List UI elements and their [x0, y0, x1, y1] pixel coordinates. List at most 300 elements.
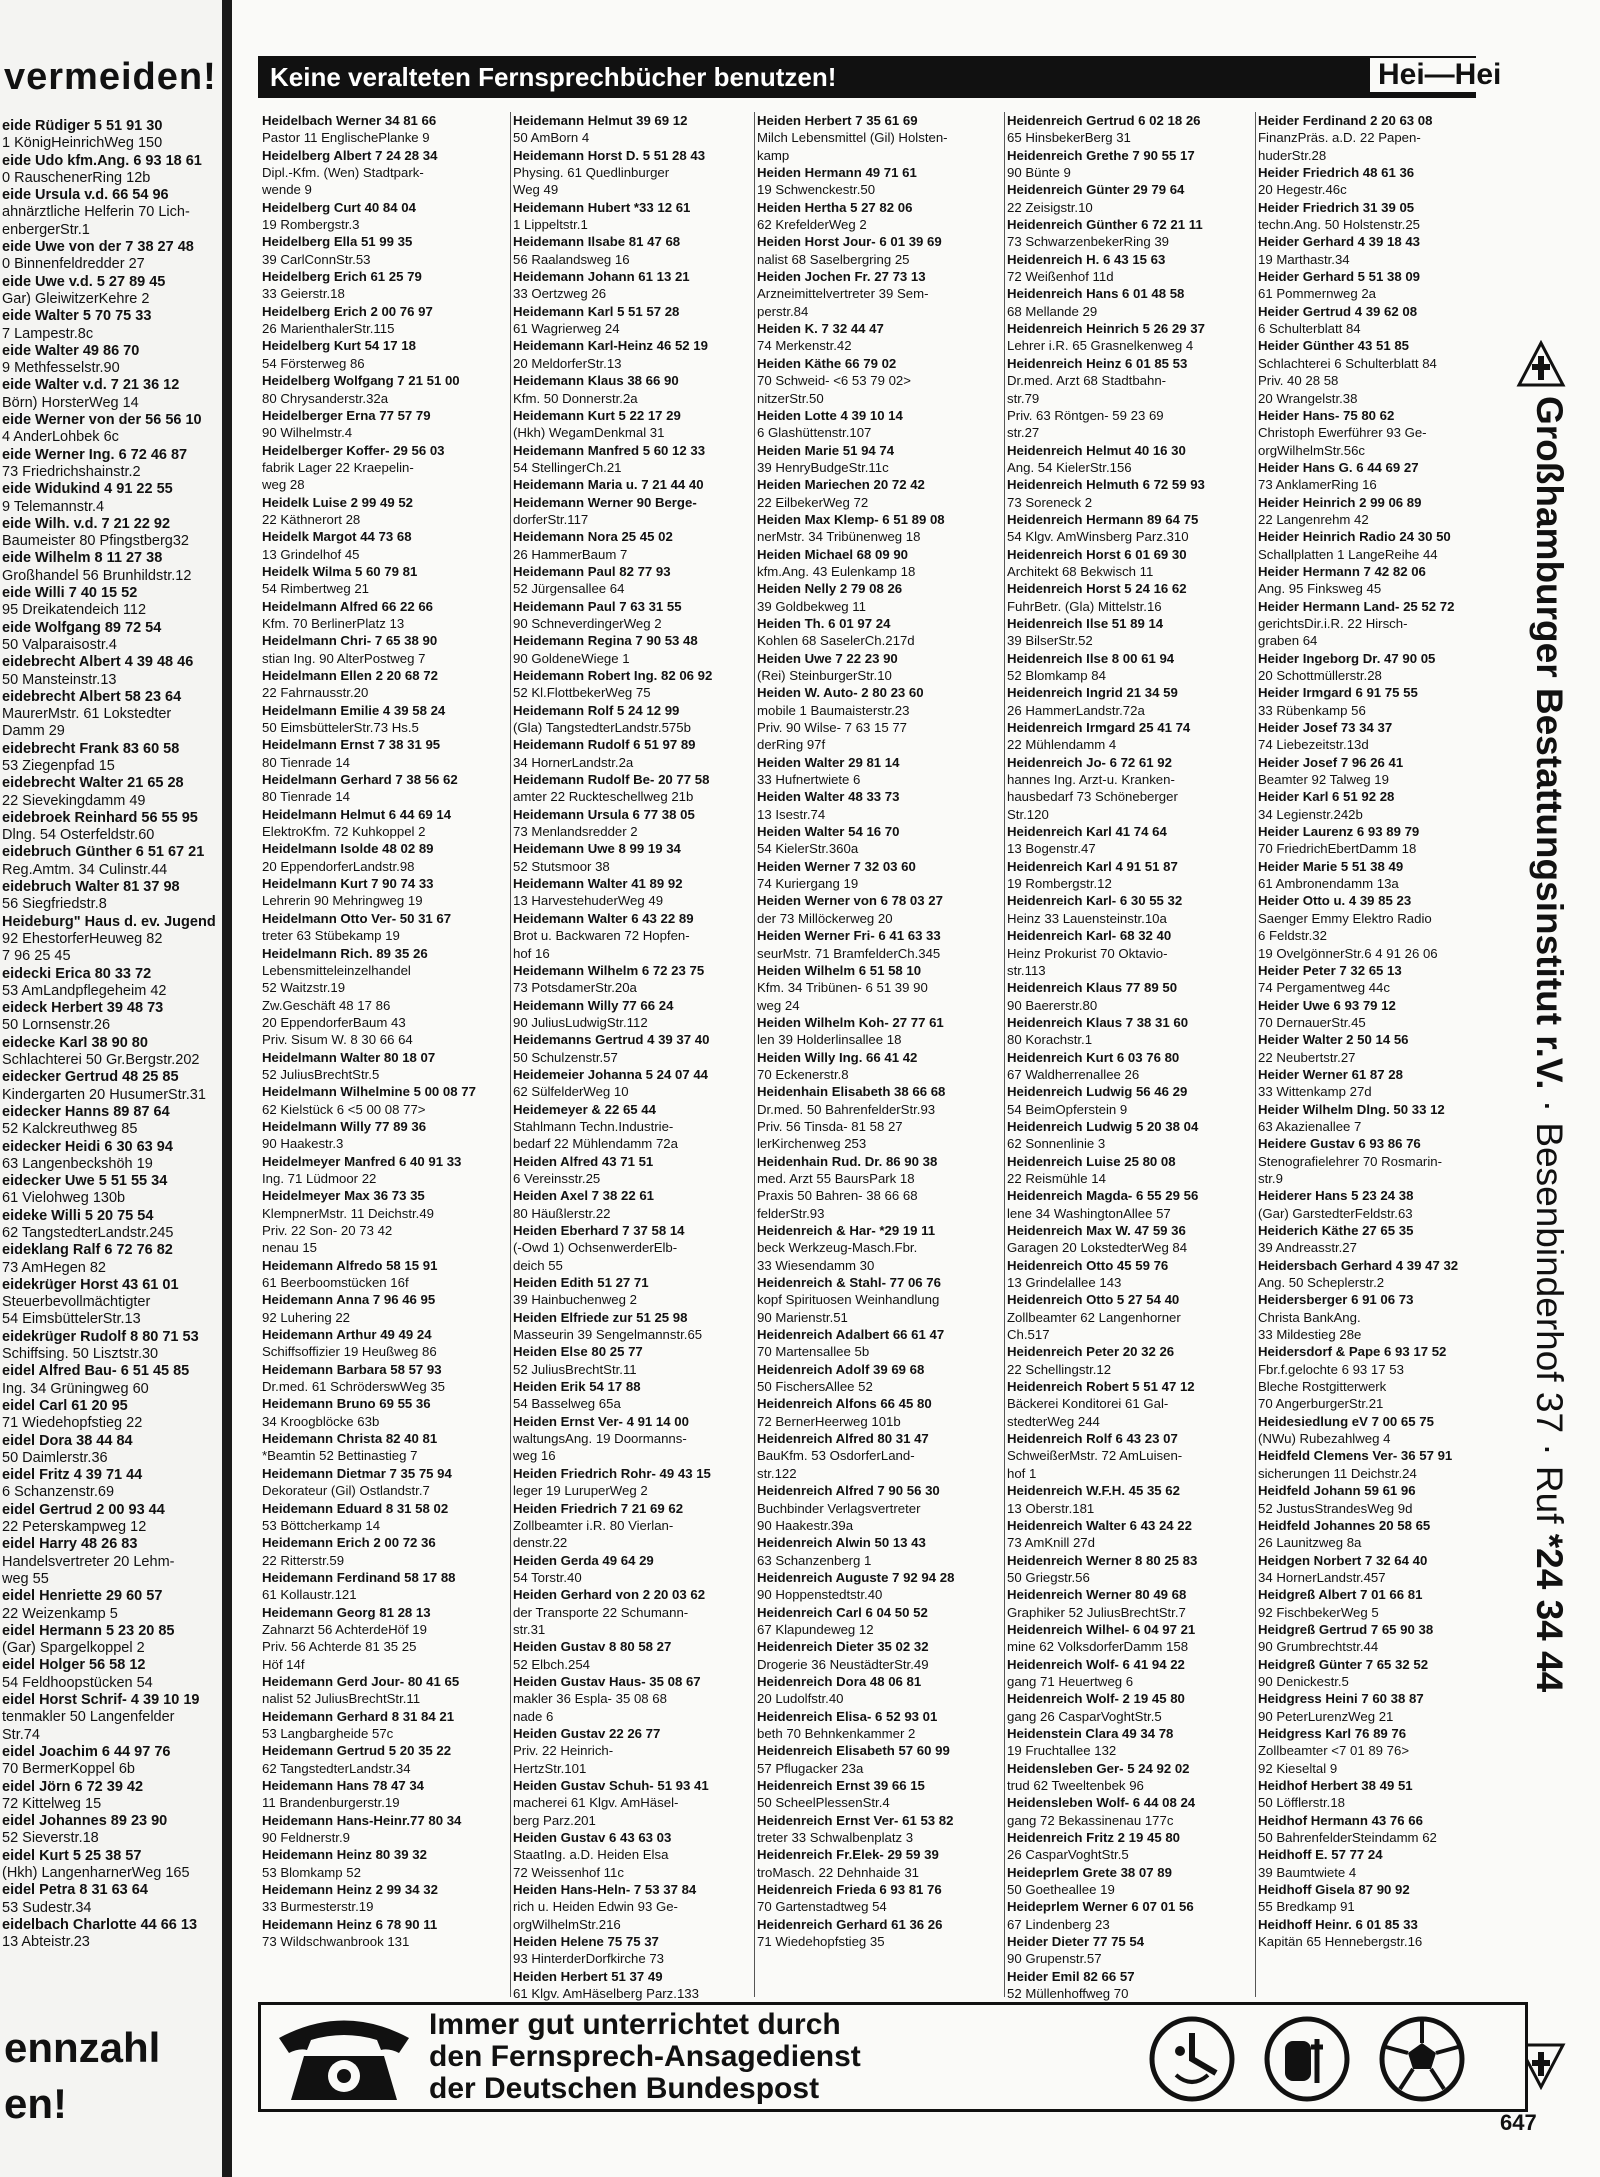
directory-entry-line: Heidenreich Wolf- 2 19 45 80 [1007, 1691, 1185, 1707]
directory-entry-line: Heidenreich Rolf 6 43 23 07 [1007, 1431, 1178, 1447]
directory-entry-line: eidebruch Walter 81 37 98 [2, 879, 180, 896]
directory-entry-line: weg 55 [2, 1570, 49, 1587]
directory-entry-line: 26 CasparVoghtStr.5 [1007, 1847, 1129, 1863]
directory-entry-line: eidecke Karl 38 90 80 [2, 1034, 148, 1051]
directory-entry-line: 90 GoldeneWiege 1 [513, 650, 630, 666]
directory-entry-line: weg 28 [262, 477, 305, 493]
directory-entry-line: Heidenreich Gerhard 61 36 26 [757, 1916, 943, 1932]
directory-entry-line: eidel Fritz 4 39 71 44 [2, 1467, 143, 1484]
directory-entry-line: Heider Ingeborg Dr. 47 90 05 [1258, 650, 1436, 666]
directory-entry-line: 9 Telemannstr.4 [2, 498, 105, 515]
directory-entry-line: Heidemann Helmut 39 69 12 [513, 113, 688, 128]
directory-entry-line: 56 Raalandsweg 16 [513, 251, 630, 267]
directory-entry-line: 73 Soreneck 2 [1007, 494, 1093, 510]
directory-entry-line: 50 Goetheallee 19 [1007, 1882, 1115, 1898]
directory-entry-line: 68 Mellande 29 [1007, 303, 1098, 319]
directory-entry-line: Heidenhain Elisabeth 38 66 68 [757, 1084, 946, 1100]
directory-entry-line: Heidersdorf & Pape 6 93 17 52 [1258, 1344, 1447, 1360]
directory-entry-line: len 39 Holderlinsallee 18 [757, 1032, 902, 1048]
directory-entry-line: eidel Horst Schrif- 4 39 10 19 [2, 1692, 200, 1709]
directory-entry-line: perstr.84 [757, 303, 809, 319]
directory-entry-line: 33 Geierstr.18 [262, 286, 345, 302]
directory-entry-line: Praxis 50 Bahren- 38 66 68 [757, 1188, 918, 1204]
directory-entry-line: Heiden Friedrich Rohr- 49 43 15 [513, 1465, 711, 1481]
directory-entry-line: Heidelberg Kurt 54 17 18 [262, 338, 416, 354]
directory-entry-line: Heidelmann Alfred 66 22 66 [262, 598, 434, 614]
directory-entry-line: Heider Werner 61 87 28 [1258, 1066, 1403, 1082]
directory-entry-line: Heidenreich Alfred 7 90 56 30 [757, 1483, 940, 1499]
directory-entry-line: 50 Lornsenstr.26 [2, 1017, 111, 1034]
directory-entry-line: SchweißerMstr. 72 AmLuisen- [1007, 1448, 1183, 1464]
directory-entry-line: Schallplatten 1 LangeReihe 44 [1258, 546, 1438, 562]
directory-entry-line: Heidenreich Ingrid 21 34 59 [1007, 685, 1178, 701]
directory-entry-line: 0 RauschenerRing 12b [2, 169, 151, 186]
directory-entry-line: 33 Rübenkamp 56 [1258, 702, 1366, 718]
directory-entry-line: Heiden Helene 75 75 37 [513, 1934, 659, 1950]
directory-entry-line: str.31 [513, 1621, 546, 1637]
directory-entry-line: nade 6 [513, 1708, 554, 1724]
directory-entry-line: ElektroKfm. 72 Kuhkoppel 2 [262, 824, 426, 840]
directory-entry-line: Heider Günther 43 51 85 [1258, 338, 1409, 354]
directory-entry-line: Lehrer i.R. 65 Grasnelkenweg 4 [1007, 338, 1194, 354]
directory-entry-line: 70 Gartenstadtweg 54 [757, 1899, 887, 1915]
listing-column-1 [262, 112, 506, 1950]
directory-entry-line: FinanzPräs. a.D. 22 Papen- [1258, 130, 1421, 146]
directory-entry-line: eidel Hermann 5 23 20 85 [2, 1622, 175, 1639]
directory-entry-line: der Transporte 22 Schumann- [513, 1604, 689, 1620]
directory-entry-line: 92 Kieseltal 9 [1258, 1760, 1338, 1776]
directory-entry-line: 50 Valparaisostr.4 [2, 636, 117, 653]
directory-entry-line: Zahnarzt 56 AchterdeHöf 19 [262, 1621, 427, 1637]
directory-entry-line: Christa BankAng. [1258, 1309, 1361, 1325]
directory-entry-line: 95 Dreikatendeich 112 [2, 602, 147, 619]
directory-entry-line: Heidelmeyer Max 36 73 35 [262, 1188, 425, 1204]
directory-entry-line: Heiden Walter 54 16 70 [757, 824, 900, 840]
telephone-icon [269, 2008, 419, 2108]
directory-entry-line: 53 Sudestr.34 [2, 1899, 92, 1916]
directory-entry-line: Heidgreß Gertrud 7 65 90 38 [1258, 1621, 1434, 1637]
directory-entry-line: eide Walter 5 70 75 33 [2, 308, 152, 325]
directory-entry-line: 90 Bünte 9 [1007, 165, 1071, 181]
directory-entry-line: mobile 1 Baumaisterstr.23 [757, 702, 910, 718]
directory-entry-line: Zollbeamter i.R. 80 Vierlan- [513, 1517, 674, 1533]
directory-entry-line: Ing. 34 Grüningweg 60 [2, 1380, 149, 1397]
directory-entry-line: 50 Löfflerstr.18 [1258, 1795, 1345, 1811]
directory-entry-line: Schlachterei 6 Schulterblatt 84 [1258, 355, 1437, 371]
directory-entry-line: Heidelk Luise 2 99 49 52 [262, 494, 414, 510]
directory-entry-line: eidel Dora 38 44 84 [2, 1432, 133, 1449]
directory-entry-line: dorferStr.117 [513, 511, 589, 527]
directory-entry-line: 50 ScheelPlessenStr.4 [757, 1795, 890, 1811]
directory-entry-line: Stahlmann Techn.Industrie- [513, 1118, 674, 1134]
directory-entry-line: eidebrecht Walter 21 65 28 [2, 775, 184, 792]
directory-entry-line: Dr.med. Arzt 68 Stadtbahn- [1007, 373, 1167, 389]
directory-entry-line: 70 FriedrichEbertDamm 18 [1258, 841, 1417, 857]
directory-entry-line: Heider Friedrich 48 61 36 [1258, 165, 1415, 181]
directory-entry-line: 67 Lindenberg 23 [1007, 1916, 1110, 1932]
column-divider [1255, 112, 1256, 1997]
directory-entry-line: Heidemann Eduard 8 31 58 02 [262, 1500, 449, 1516]
directory-entry-line: Heidenreich Magda- 6 55 29 56 [1007, 1188, 1199, 1204]
directory-entry-line: Heiden Alfred 43 71 51 [513, 1153, 654, 1169]
directory-entry-line: 61 Wagrierweg 24 [513, 321, 620, 337]
directory-entry-line: (Hkh) LangenharnerWeg 165 [2, 1864, 190, 1881]
directory-entry-line: Priv. 63 Röntgen- 59 23 69 [1007, 407, 1164, 423]
directory-entry-line: 90 JuliusLudwigStr.112 [513, 1014, 648, 1030]
directory-entry-line: Heidemann Dietmar 7 35 75 94 [262, 1465, 452, 1481]
directory-entry-line: Weg 49 [513, 182, 559, 198]
directory-entry-line: Heidenreich Max W. 47 59 36 [1007, 1223, 1186, 1238]
directory-entry-line: 54 EimsbüttelerStr.13 [2, 1311, 141, 1328]
directory-entry-line: eidelbach Charlotte 44 66 13 [2, 1916, 198, 1933]
directory-entry-line: rich u. Heiden Edwin 93 Ge- [513, 1899, 678, 1915]
directory-entry-line: Str.74 [2, 1726, 40, 1743]
directory-entry-line: Großhandel 56 Brunhildstr.12 [2, 567, 192, 584]
bottom-ad-text [429, 2009, 861, 2105]
directory-entry-line: 73 SchwarzenbekerRing 39 [1007, 234, 1170, 250]
directory-entry-line: Heidemann Gerd Jour- 80 41 65 [262, 1673, 460, 1689]
directory-entry-line: Heider Irmgard 6 91 75 55 [1258, 685, 1418, 701]
directory-entry-line: Heiden Horst Jour- 6 01 39 69 [757, 234, 942, 250]
directory-entry-line: 61 Ambronendamm 13a [1258, 876, 1399, 892]
directory-entry-line: Heidemann Karl 5 51 57 28 [513, 303, 680, 319]
directory-entry-line: 54 BeimOpferstein 9 [1007, 1101, 1128, 1117]
directory-entry-line: Steuerbevollmächtigter [2, 1294, 151, 1311]
directory-entry-line: Heider Josef 73 34 37 [1258, 720, 1393, 736]
directory-entry-line: FuhrBetr. (Gla) Mittelstr.16 [1007, 598, 1162, 614]
directory-entry-line: 90 PeterLurenzWeg 21 [1258, 1708, 1394, 1724]
directory-entry-line: weg 16 [513, 1448, 556, 1464]
directory-entry-line: (NWu) Rubezahlweg 4 [1258, 1431, 1391, 1447]
directory-entry-line: Heidenreich Karl- 6 30 55 32 [1007, 893, 1183, 909]
directory-entry-line: Heidemann Heinz 80 39 32 [262, 1847, 427, 1863]
directory-entry-line: 20 Ludolfstr.40 [757, 1691, 844, 1707]
directory-entry-line: Damm 29 [2, 723, 65, 740]
directory-entry-line: 22 Schellingstr.12 [1007, 1361, 1112, 1377]
directory-entry-line: deich 55 [513, 1257, 563, 1273]
directory-entry-line: Dlng. 54 Osterfeldstr.60 [2, 827, 155, 844]
directory-entry-line: Heiden Herbert 7 35 61 69 [757, 113, 918, 128]
directory-entry-line: Heider Uwe 6 93 79 12 [1258, 997, 1396, 1013]
directory-entry-line: Heiden Else 80 25 77 [513, 1344, 643, 1360]
directory-entry-line: Baumeister 80 Pfingstberg32 [2, 533, 189, 550]
directory-entry-line: eidel Jörn 6 72 39 42 [2, 1778, 144, 1795]
directory-entry-line: eide Udo kfm.Ang. 6 93 18 61 [2, 152, 202, 169]
directory-entry-line: eidekrüger Rudolf 8 80 71 53 [2, 1328, 199, 1345]
directory-entry-line: Heiden Th. 6 01 97 24 [757, 615, 891, 631]
directory-entry-line: Heidenreich Adalbert 66 61 47 [757, 1327, 945, 1343]
directory-entry-line: eidecker Gertrud 48 25 85 [2, 1069, 179, 1086]
directory-entry-line: Heidemann Johann 61 13 21 [513, 269, 690, 285]
directory-entry-line: Heider Hans G. 6 44 69 27 [1258, 459, 1419, 475]
directory-entry-line: 0 Binnenfeldredder 27 [2, 256, 145, 273]
directory-entry-line: 90 SchneverdingerWeg 2 [513, 615, 662, 631]
directory-entry-line: 52 Kl.FlottbekerWeg 75 [513, 685, 651, 701]
previous-page-footer-line1: ennzahl [4, 2024, 161, 2071]
directory-entry-line: Dr.med. 50 BahrenfelderStr.93 [757, 1101, 936, 1117]
directory-entry-line: 72 Kittelweg 15 [2, 1795, 102, 1812]
directory-entry-line: 22 Reismühle 14 [1007, 1170, 1106, 1186]
directory-entry-line: Heidemann Ferdinand 58 17 88 [262, 1569, 456, 1585]
directory-entry-line: nenau 15 [262, 1240, 318, 1256]
directory-entry-line: makler 36 Espla- 35 08 68 [513, 1691, 667, 1707]
directory-entry-line: Heidenreich Ilse 51 89 14 [1007, 615, 1164, 631]
directory-entry-line: Brot u. Backwaren 72 Hopfen- [513, 928, 690, 944]
directory-entry-line: der 73 Millöckerweg 20 [757, 910, 893, 926]
directory-entry-line: 39 Andreasstr.27 [1258, 1240, 1357, 1256]
directory-entry-line: 1 Lippeltstr.1 [513, 217, 588, 233]
directory-entry-line: Heiden Werner von 6 78 03 27 [757, 893, 943, 909]
directory-entry-line: Schlachterei 50 Gr.Bergstr.202 [2, 1052, 200, 1069]
directory-entry-line: Heidensleben Ger- 5 24 92 02 [1007, 1760, 1190, 1776]
directory-entry-line: Heidemann Walter 6 43 22 89 [513, 910, 694, 926]
directory-entry-line: 73 AmKnill 27d [1007, 1535, 1095, 1551]
directory-entry-line: 53 Langbargheide 57c [262, 1725, 394, 1741]
directory-entry-line: Heiden Gerhard von 2 20 03 62 [513, 1587, 706, 1603]
directory-entry-line: 90 Grupenstr.57 [1007, 1951, 1102, 1967]
directory-entry-line: 13 Oberstr.181 [1007, 1500, 1095, 1516]
directory-entry-line: nitzerStr.50 [757, 390, 824, 406]
directory-entry-line: Heidenreich Robert 5 51 47 12 [1007, 1379, 1195, 1395]
directory-entry-line: Heidelmann Isolde 48 02 89 [262, 841, 434, 857]
directory-entry-line: Heidensleben Wolf- 6 44 08 24 [1007, 1795, 1196, 1811]
directory-entry-line: 54 Torstr.40 [513, 1569, 582, 1585]
directory-entry-line: Heidenreich Gertrud 6 02 18 26 [1007, 113, 1201, 128]
directory-entry-line: str.27 [1007, 425, 1040, 441]
directory-entry-line: 70 BermerKoppel 6b [2, 1761, 135, 1778]
directory-entry-line: Heidenreich Peter 20 32 26 [1007, 1344, 1175, 1360]
directory-entry-line: wende 9 [262, 182, 312, 198]
bottom-ad-line1: Immer gut unterrichtet durch [429, 2008, 841, 2041]
directory-entry-line: 33 Wiesendamm 30 [757, 1257, 875, 1273]
directory-entry-line: macherei 61 Klgv. AmHäsel- [513, 1795, 679, 1811]
directory-entry-line: 52 JuliusBrechtStr.11 [513, 1361, 637, 1377]
directory-entry-line: Heidenreich Kurt 6 03 76 80 [1007, 1049, 1180, 1065]
directory-entry-line: 90 Haakestr.39a [757, 1517, 854, 1533]
directory-entry-line: Heiden Werner Fri- 6 41 63 33 [757, 928, 941, 944]
directory-entry-line: Heideburg" Haus d. ev. Jugend [2, 913, 216, 930]
directory-entry-line: 62 Kielstück 6 <5 00 08 77> [262, 1101, 426, 1117]
directory-entry-line: 39 Goldbekweg 11 [757, 598, 866, 614]
directory-entry-line: 90 Marienstr.51 [757, 1309, 848, 1325]
directory-entry-line: Heidhoff E. 57 77 24 [1258, 1847, 1383, 1863]
directory-entry-line: 33 Wittenkamp 27d [1258, 1084, 1372, 1100]
directory-entry-line: Heiden Uwe 7 22 23 90 [757, 650, 898, 666]
page-header-banner [258, 56, 1476, 98]
directory-entry-line: 61 Kollaustr.121 [262, 1587, 357, 1603]
directory-entry-line: Heidemann Anna 7 96 46 95 [262, 1292, 436, 1308]
directory-entry-line: eidecker Heidi 6 30 63 94 [2, 1138, 173, 1155]
directory-entry-line: lerKirchenweg 253 [757, 1136, 867, 1152]
directory-entry-line: Heinz Prokurist 70 Oktavio- [1007, 945, 1168, 961]
directory-entry-line: 26 Launitzweg 8a [1258, 1535, 1362, 1551]
sidebar-ad-name: Großhamburger Bestattungsinstitut r.V. [1529, 396, 1570, 1090]
weather-icon [1261, 2013, 1353, 2105]
directory-entry-line: leger 19 LuruperWeg 2 [513, 1483, 648, 1499]
directory-entry-line: Schiffsoffizier 19 Heußweg 86 [262, 1344, 437, 1360]
directory-entry-line: Heidenreich Günter 29 79 64 [1007, 182, 1185, 198]
directory-entry-line: Heidgreß Günter 7 65 32 52 [1258, 1656, 1429, 1672]
directory-entry-line: 26 HammerLandstr.72a [1007, 702, 1145, 718]
directory-entry-line: 22 Weizenkamp 5 [2, 1605, 118, 1622]
directory-entry-line: 72 Weissenhof 11c [513, 1864, 624, 1880]
directory-entry-line: Heidenreich H. 6 43 15 63 [1007, 251, 1166, 267]
directory-entry-line: 33 Mildestieg 28e [1258, 1327, 1362, 1343]
directory-entry-line: 92 EhestorferHeuweg 82 [2, 930, 163, 947]
directory-entry-line: eide Walter v.d. 7 21 36 12 [2, 377, 180, 394]
directory-entry-line: Heidemann Erich 2 00 72 36 [262, 1535, 436, 1551]
directory-entry-line: Heidenreich Ludwig 56 46 29 [1007, 1084, 1188, 1100]
directory-entry-line: Heidenreich Elisa- 6 52 93 01 [757, 1708, 938, 1724]
directory-entry-line: Heidemeyer & 22 65 44 [513, 1101, 656, 1117]
directory-entry-line: eide Rüdiger 5 51 91 30 [2, 118, 163, 134]
directory-entry-line: 70 Eckenerstr.8 [757, 1066, 849, 1082]
directory-entry-line: Heider Hans- 75 80 62 [1258, 407, 1395, 423]
directory-entry-line: Heidenreich Adolf 39 69 68 [757, 1361, 925, 1377]
directory-entry-line: Kapitän 65 Hennebergstr.16 [1258, 1934, 1423, 1950]
directory-entry-line: Architekt 68 Bekwisch 11 [1007, 563, 1154, 579]
directory-entry-line: Graphiker 52 JuliusBrechtStr.7 [1007, 1604, 1186, 1620]
directory-entry-line: Heidhoff Heinr. 6 01 85 33 [1258, 1916, 1418, 1932]
listing-column-2 [513, 112, 757, 2002]
directory-entry-line: Heidemann Maria u. 7 21 44 40 [513, 477, 704, 493]
directory-entry-line: Heidelmann Gerhard 7 38 56 62 [262, 772, 458, 788]
directory-entry-line: 22 Sievekingdamm 49 [2, 792, 146, 809]
directory-entry-line: 22 Ritterstr.59 [262, 1552, 345, 1568]
directory-entry-line: eidebrecht Albert 58 23 64 [2, 688, 182, 705]
directory-entry-line: 62 TangstedterLandstr.245 [2, 1225, 174, 1241]
directory-entry-line: Milch Lebensmittel (Gil) Holsten- [757, 130, 948, 146]
directory-entry-line: eidecker Uwe 5 51 55 34 [2, 1173, 168, 1190]
directory-entry-line: 53 AmLandpflegeheim 42 [2, 982, 167, 999]
directory-entry-line: 65 HinsbekerBerg 31 [1007, 130, 1131, 146]
directory-entry-line: Heidemann Paul 7 63 31 55 [513, 598, 682, 614]
directory-entry-line: Ch.517 [1007, 1327, 1050, 1343]
directory-entry-line: 20 Hegestr.46c [1258, 182, 1347, 198]
directory-entry-line: 50 BahrenfelderSteindamm 62 [1258, 1830, 1437, 1846]
previous-page-listings [2, 118, 220, 1951]
directory-entry-line: Heiden Gustav 22 26 77 [513, 1725, 661, 1741]
directory-entry-line: Heidelk Margot 44 73 68 [262, 529, 412, 545]
directory-entry-line: Heider Ferdinand 2 20 63 08 [1258, 113, 1433, 128]
directory-entry-line: eideck Herbert 39 48 73 [2, 1000, 164, 1017]
directory-entry-line: waltungsAng. 19 Doormanns- [513, 1431, 687, 1447]
directory-entry-line: Heidenhain Rud. Dr. 86 90 38 [757, 1153, 938, 1169]
directory-entry-line: Heidenreich Klaus 7 38 31 60 [1007, 1014, 1189, 1030]
directory-entry-line: eide Werner von der 56 56 10 [2, 412, 202, 429]
directory-entry-line: hausbedarf 73 Schöneberger [1007, 789, 1178, 805]
directory-entry-line: 50 FischersAllee 52 [757, 1379, 873, 1395]
directory-entry-line: Kohlen 68 SaselerCh.217d [757, 633, 915, 649]
directory-entry-line: 90 Grumbrechtstr.44 [1258, 1639, 1379, 1655]
directory-entry-line: beck Werkzeug-Masch.Fbr. [757, 1240, 918, 1256]
directory-entry-line: Heiden Willy Ing. 66 41 42 [757, 1049, 918, 1065]
directory-entry-line: 1 KönigHeinrichWeg 150 [2, 135, 163, 152]
directory-entry-line: eidel Alfred Bau- 6 51 45 85 [2, 1363, 190, 1380]
sidebar-advertisement [1510, 340, 1580, 2060]
directory-entry-line: kopf Spirituosen Weinhandlung [757, 1292, 940, 1308]
directory-entry-line: Heidemann Arthur 49 49 24 [262, 1327, 432, 1343]
directory-entry-line: eidel Johannes 89 23 90 [2, 1813, 168, 1830]
previous-page-heading: vermeiden! [4, 56, 217, 98]
directory-entry-line: 9 Methfesselstr.90 [2, 360, 120, 377]
directory-entry-line: Heidemann Heinz 2 99 34 32 [262, 1882, 438, 1898]
directory-entry-line: 57 Pflugacker 23a [757, 1760, 864, 1776]
directory-entry-line: Heider Heinrich 2 99 06 89 [1258, 494, 1422, 510]
directory-entry-line: Garagen 20 LokstedterWeg 84 [1007, 1240, 1188, 1256]
directory-entry-line: stian Ing. 90 AlterPostweg 7 [262, 650, 426, 666]
directory-entry-line: str.79 [1007, 390, 1040, 406]
directory-entry-line: Priv. 22 Heinrich- [513, 1743, 614, 1759]
bottom-ad-line3: der Deutschen Bundespost [429, 2072, 820, 2105]
directory-entry-line: Heider Wilhelm Dlng. 50 33 12 [1258, 1101, 1445, 1117]
directory-entry-line: eide Werner Ing. 6 72 46 87 [2, 446, 188, 463]
directory-entry-line: Heiden Elfriede zur 51 25 98 [513, 1309, 688, 1325]
directory-entry-line: Heider Heinrich Radio 24 30 50 [1258, 529, 1451, 545]
directory-entry-line: Heiderich Käthe 27 65 35 [1258, 1223, 1414, 1238]
directory-entry-line: Dipl.-Kfm. (Wen) Stadtpark- [262, 165, 424, 181]
directory-entry-line: 6 Schanzenstr.69 [2, 1484, 115, 1501]
directory-entry-line: Ang. 95 Finksweg 45 [1258, 581, 1382, 597]
directory-entry-line: 90 Wilhelmstr.4 [262, 425, 353, 441]
directory-entry-line: 80 Korachstr.1 [1007, 1032, 1093, 1048]
directory-entry-line: techn.Ang. 50 Holstenstr.25 [1258, 217, 1421, 233]
directory-entry-line: Heider Walter 2 50 14 56 [1258, 1032, 1409, 1048]
directory-entry-line: 50 Griegstr.56 [1007, 1569, 1090, 1585]
directory-entry-line: 54 Feldhoopstücken 54 [2, 1674, 153, 1691]
directory-entry-line: Kfm. 70 BerlinerPlatz 13 [262, 615, 405, 631]
directory-entry-line: Heidenreich Ludwig 5 20 38 04 [1007, 1118, 1199, 1134]
directory-entry-line: Heiden W. Auto- 2 80 23 60 [757, 685, 924, 701]
directory-entry-line: 39 BilserStr.52 [1007, 633, 1093, 649]
directory-entry-line: 73 Friedrichshainstr.2 [2, 463, 141, 480]
directory-entry-line: Heidenreich Hermann 89 64 75 [1007, 511, 1199, 527]
directory-entry-line: 70 DernauerStr.45 [1258, 1014, 1366, 1030]
directory-entry-line: Heidenreich Ernst 39 66 15 [757, 1778, 925, 1793]
directory-entry-line: Heiden Gustav 8 80 58 27 [513, 1639, 672, 1655]
directory-entry-line: Heidenreich Karl 4 91 51 87 [1007, 858, 1178, 874]
directory-entry-line: Heidenreich Hans 6 01 48 58 [1007, 286, 1185, 302]
directory-entry-line: StaatIng. a.D. Heiden Elsa [513, 1847, 669, 1863]
directory-entry-line: 62 SülfelderWeg 10 [513, 1084, 629, 1100]
directory-entry-line: 52 Stutsmoor 38 [513, 858, 610, 874]
directory-entry-line: Heiden Gustav Schuh- 51 93 41 [513, 1778, 709, 1793]
directory-entry-line: 26 HammerBaum 7 [513, 546, 628, 562]
directory-entry-line: eidebroek Reinhard 56 55 95 [2, 809, 198, 826]
directory-entry-line: 90 Feldnerstr.9 [262, 1830, 350, 1846]
directory-entry-line: Arzneimittelvertreter 39 Sem- [757, 286, 929, 302]
directory-entry-line: Kfm. 50 Donnerstr.2a [513, 390, 638, 406]
directory-entry-line: 92 FischbekerWeg 5 [1258, 1604, 1379, 1620]
directory-entry-line: 93 HinterderDorfkirche 73 [513, 1951, 664, 1967]
directory-entry-line: Heidhof Herbert 38 49 51 [1258, 1778, 1413, 1793]
listing-column-3 [757, 112, 1001, 1950]
directory-entry-line: str.113 [1007, 962, 1046, 978]
directory-entry-line: Heidelmann Chri- 7 65 38 90 [262, 633, 438, 649]
directory-entry-line: eideke Willi 5 20 75 54 [2, 1207, 154, 1224]
directory-entry-line: eidebrecht Albert 4 39 48 46 [2, 654, 194, 671]
directory-entry-line: Heidenreich Karl- 68 32 40 [1007, 928, 1172, 944]
directory-entry-line: Heidgress Heini 7 60 38 87 [1258, 1691, 1424, 1707]
directory-entry-line: 13 Abteistr.23 [2, 1934, 90, 1951]
directory-entry-line: 20 MeldorferStr.13 [513, 355, 622, 371]
directory-entry-line: Heidgress Karl 76 89 76 [1258, 1725, 1407, 1741]
directory-entry-line: (Hkh) WegamDenkmal 31 [513, 425, 665, 441]
directory-entry-line: Beamter 92 Talweg 19 [1258, 772, 1389, 788]
sidebar-ad-phone: *24 34 44 [1529, 1533, 1570, 1693]
directory-entry-line: Heidemann Karl-Heinz 46 52 19 [513, 338, 708, 354]
previous-page-edge [0, 0, 232, 2177]
